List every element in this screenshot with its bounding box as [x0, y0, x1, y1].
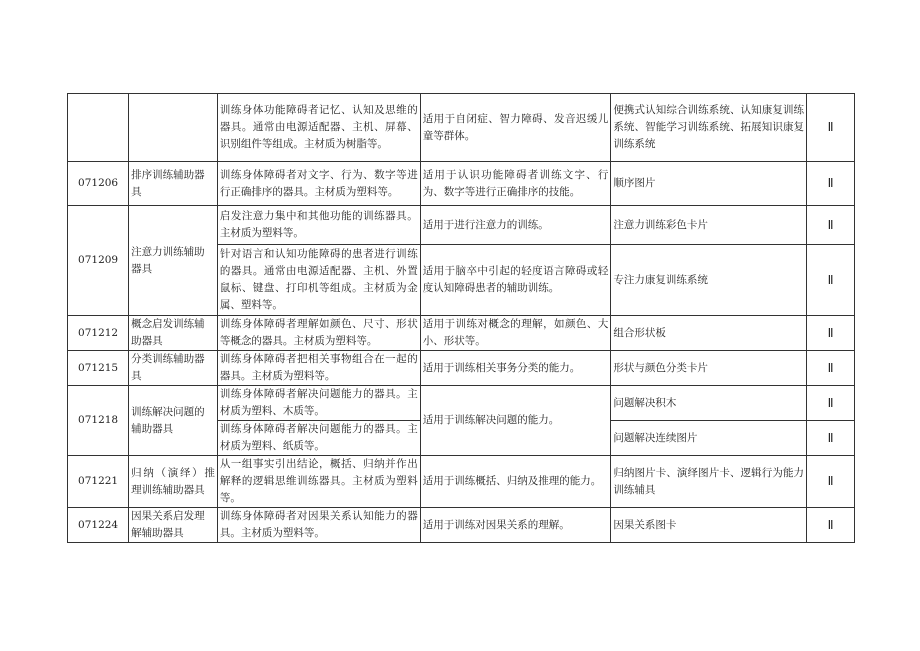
description-cell: 训练身体障碍者对文字、行为、数字等进行正确排序的器具。主材质为塑料等。 [217, 162, 420, 206]
product-cell: 形状与颜色分类卡片 [611, 351, 807, 386]
description-cell: 训练身体障碍者理解如颜色、尺寸、形状等概念的器具。主材质为塑料等。 [217, 316, 420, 351]
product-cell: 顺序图片 [611, 162, 807, 206]
table-row [68, 351, 855, 386]
product-cell: 专注力康复训练系统 [611, 245, 807, 316]
classification-table-container [67, 93, 855, 543]
description-cell: 针对语言和认知功能障碍的患者进行训练的器具。通常由电源适配器、主机、外置鼠标、键盘、打印机等组成。主材质为金属、塑料等。 [217, 245, 420, 316]
usage-cell: 适用于训练对因果关系的理解。 [420, 508, 611, 543]
class-cell: Ⅱ [807, 456, 855, 508]
table-row [68, 508, 855, 543]
class-cell: Ⅱ [807, 162, 855, 206]
code-cell: 071206 [68, 162, 129, 206]
table-row [68, 386, 855, 421]
product-cell: 因果关系图卡 [611, 508, 807, 543]
table-row [68, 162, 855, 206]
description-cell: 训练身体障碍者解决问题能力的器具。主材质为塑料、木质等。 [217, 386, 420, 421]
product-cell: 问题解决连续图片 [611, 421, 807, 456]
table-row [68, 316, 855, 351]
name-cell [129, 94, 218, 162]
name-cell: 因果关系启发理解辅助器具 [129, 508, 218, 543]
code-cell: 071215 [68, 351, 129, 386]
description-cell: 启发注意力集中和其他功能的训练器具。主材质为塑料等。 [217, 206, 420, 245]
name-cell: 归纳（演绎）推理训练辅助器具 [129, 456, 218, 508]
description-cell: 训练身体障碍者把相关事物组合在一起的器具。主材质为塑料等。 [217, 351, 420, 386]
name-cell: 注意力训练辅助器具 [129, 206, 218, 316]
description-cell: 训练身体障碍者解决问题能力的器具。主材质为塑料、纸质等。 [217, 421, 420, 456]
code-cell: 071212 [68, 316, 129, 351]
class-cell: Ⅱ [807, 351, 855, 386]
class-cell: Ⅱ [807, 421, 855, 456]
usage-cell: 适用于训练解决问题的能力。 [420, 386, 611, 456]
usage-cell: 适用于训练对概念的理解，如颜色、大小、形状等。 [420, 316, 611, 351]
table-row [68, 456, 855, 508]
code-cell: 071224 [68, 508, 129, 543]
usage-cell: 适用于进行注意力的训练。 [420, 206, 611, 245]
usage-cell: 适用于脑卒中引起的轻度语言障碍或轻度认知障碍患者的辅助训练。 [420, 245, 611, 316]
product-cell: 组合形状板 [611, 316, 807, 351]
table-row [68, 206, 855, 245]
code-cell: 071218 [68, 386, 129, 456]
name-cell: 排序训练辅助器具 [129, 162, 218, 206]
usage-cell: 适用于训练概括、归纳及推理的能力。 [420, 456, 611, 508]
usage-cell: 适用于训练相关事务分类的能力。 [420, 351, 611, 386]
classification-table [67, 93, 855, 543]
usage-cell: 适用于认识功能障碍者训练文字、行为、数字等进行正确排序的技能。 [420, 162, 611, 206]
code-cell: 071221 [68, 456, 129, 508]
product-cell: 归纳图片卡、演绎图片卡、逻辑行为能力训练辅具 [611, 456, 807, 508]
product-cell: 问题解决积木 [611, 386, 807, 421]
code-cell: 071209 [68, 206, 129, 316]
product-cell: 注意力训练彩色卡片 [611, 206, 807, 245]
class-cell: Ⅱ [807, 386, 855, 421]
description-cell: 训练身体功能障碍者记忆、认知及思维的器具。通常由电源适配器、主机、屏幕、识别组件等组成。主材质为树脂等。 [217, 94, 420, 162]
description-cell: 训练身体障碍者对因果关系认知能力的器具。主材质为塑料等。 [217, 508, 420, 543]
class-cell: Ⅱ [807, 206, 855, 245]
class-cell: Ⅱ [807, 316, 855, 351]
usage-cell: 适用于自闭症、智力障碍、发音迟缓儿童等群体。 [420, 94, 611, 162]
class-cell: Ⅱ [807, 94, 855, 162]
name-cell: 概念启发训练辅助器具 [129, 316, 218, 351]
table-row [68, 94, 855, 162]
class-cell: Ⅱ [807, 245, 855, 316]
name-cell: 训练解决问题的辅助器具 [129, 386, 218, 456]
description-cell: 从一组事实引出结论，概括、归纳并作出解释的逻辑思维训练器具。主材质为塑料等。 [217, 456, 420, 508]
code-cell [68, 94, 129, 162]
name-cell: 分类训练辅助器具 [129, 351, 218, 386]
product-cell: 便携式认知综合训练系统、认知康复训练系统、智能学习训练系统、拓展知识康复训练系统 [611, 94, 807, 162]
class-cell: Ⅱ [807, 508, 855, 543]
